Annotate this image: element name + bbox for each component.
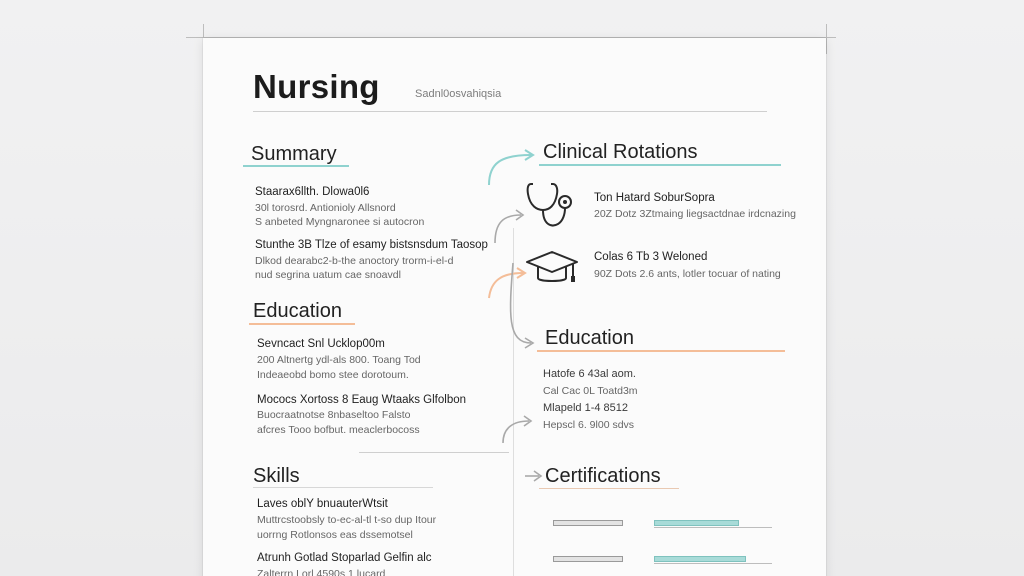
summary-entry-title: Staarax6llth. Dlowa0l6	[255, 186, 370, 198]
summary-entry-line: S anbeted Myngnaronee si autocron	[255, 216, 425, 228]
education-heading-left: Education	[253, 300, 342, 322]
clinical-heading: Clinical Rotations	[543, 141, 698, 163]
certification-bar-right	[654, 556, 746, 562]
skills-entry-title: Laves oblY bnuauterWtsit	[257, 498, 388, 510]
education-heading-right: Education	[545, 327, 634, 349]
summary-entry-title: Stunthe 3B Tlze of esamy bistsnsdum Taosop	[255, 239, 488, 251]
certifications-underline	[539, 488, 679, 489]
certifications-heading: Certifications	[545, 465, 661, 487]
skills-underline	[253, 487, 433, 488]
skills-heading: Skills	[253, 465, 300, 487]
skills-entry-line: Muttrcstoobsly to-ec-al-tl t-so dup Itour	[257, 514, 437, 526]
certification-bar-right	[654, 520, 739, 526]
education-entry-line: Indeaeobd bomo stee dorotoum.	[257, 369, 409, 381]
education-right-line: Hatofe 6 43al aom.	[543, 368, 636, 380]
education-entry-line: afcres Tooo bofbut. meaclerbocoss	[257, 424, 420, 436]
education-entry-line: 200 Altnertg ydl-als 800. Toang Tod	[257, 354, 421, 366]
resume-page	[203, 38, 826, 576]
summary-entry-line: Dlkod dearabc2-b-the anoctory trorm-i-el-d	[255, 255, 454, 267]
crop-mark-right	[826, 24, 827, 54]
summary-entry-line: nud segrina uatum cae snoavdl	[255, 269, 401, 281]
skills-entry-title: Atrunh Gotlad Stoparlad Gelfin alc	[257, 552, 432, 564]
resume-subtitle: Sadnl0osvahiqsia	[415, 88, 502, 100]
certification-bar-track	[654, 563, 772, 564]
clinical-entry-title: Colas 6 Tb 3 Weloned	[594, 251, 708, 263]
stethoscope-icon	[525, 180, 575, 237]
clinical-entry-line: 90Z Dots 2.6 ants, lotler tocuar of nating	[594, 268, 781, 280]
clinical-entry-title: Ton Hatard SoburSopra	[594, 192, 715, 204]
clinical-entry-line: 20Z Dotz 3Ztmaing liegsactdnae irdcnazing	[594, 208, 796, 220]
education-entry-title: Sevncact Snl Ucklop00m	[257, 338, 385, 350]
education-entry-line: Buocraatnotse 8nbaseltoo Falsto	[257, 409, 411, 421]
education-right-line: Hepscl 6. 9l00 sdvs	[543, 419, 635, 431]
education-right-line: Mlapeld 1-4 8512	[543, 402, 629, 414]
education-entry-title: Mococs Xortoss 8 Eaug Wtaaks Glfolbon	[257, 394, 467, 406]
resume-name: Nursing	[253, 68, 380, 105]
education-underline-right	[537, 350, 785, 352]
certification-bar-left	[553, 556, 623, 562]
education-underline-left	[249, 323, 355, 325]
education-right-line: Cal Cac 0L Toatd3m	[543, 385, 638, 397]
skills-entry-line: Zalterrn Lorl 4590s 1 lucard	[257, 568, 386, 576]
header-divider	[253, 111, 767, 112]
graduation-cap-icon	[525, 250, 579, 295]
skills-entry-line: uorrng Rotlonsos eas dssemotsel	[257, 529, 413, 541]
certification-bar-track	[654, 527, 772, 528]
summary-underline	[243, 165, 349, 167]
summary-entry-line: 30l torosrd. Antionioly Allsnord	[255, 202, 396, 214]
certification-bar-left	[553, 520, 623, 526]
clinical-underline	[539, 164, 781, 166]
summary-heading: Summary	[251, 143, 337, 165]
